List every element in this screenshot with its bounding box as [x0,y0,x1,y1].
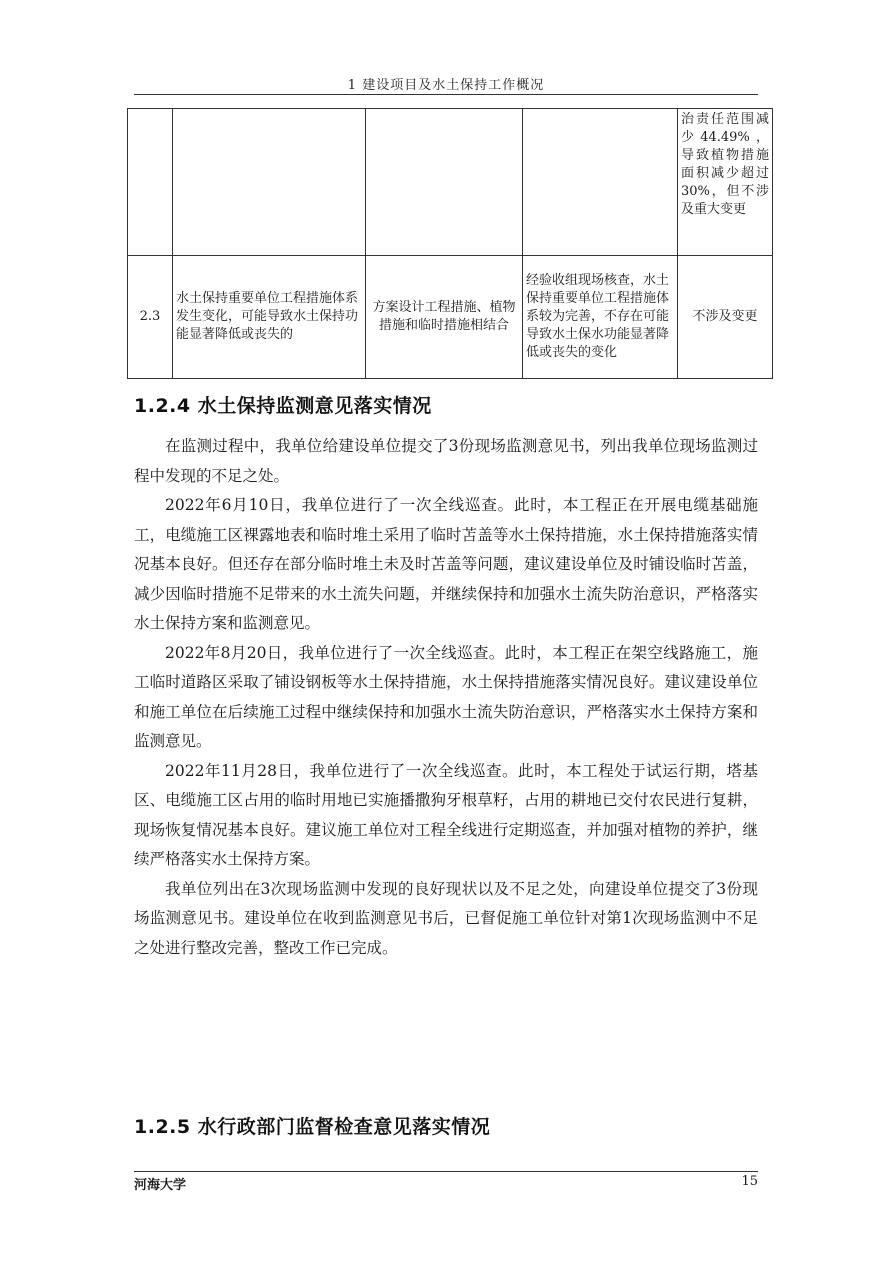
table-cell [523,109,678,256]
table-row [128,109,773,256]
table-cell-plan: 方案设计工程措施、植物措施和临时措施相结合 [366,256,523,379]
paragraph: 在监测过程中，我单位给建设单位提交了3份现场监测意见书，列出我单位现场监测过程中发现的不足之处。 [134,437,758,485]
table-cell-conclusion: 不涉及变更 [678,256,773,379]
table-cell-actual: 经验收组现场核查，水土保持重要单位工程措施体系较为完善，不存在可能导致水土保水功能显著降低或丧失的变化 [523,256,678,379]
running-header: 1 建设项目及水土保持工作概况 [347,78,545,93]
paragraph: 2022年8月20日，我单位进行了一次全线巡查。此时，本工程正在架空线路施工，施工临时道路区采取了铺设钢板等水土保持措施，水土保持措施落实情况良好。建议建设单位和施工单位在后续施工过程中继续保持和加强水土流失防治意识，严格落实水土保持方案和监测意见。 [134,643,758,750]
table-row [128,256,773,379]
footer-divider [134,1171,758,1172]
paragraph: 2022年6月10日，我单位进行了一次全线巡查。此时，本工程正在开展电缆基础施工，电缆施工区裸露地表和临时堆土采用了临时苫盖等水土保持措施，水土保持措施落实情况基本良好。但还存在部分临时堆土未及时苫盖等问题，建议建设单位及时铺设临时苫盖，减少因临时措施不足带来的水土流失问题，并继续保持和加强水土流失防治意识，严格落实水土保持方案和监测意见。 [134,496,758,632]
page-number: 15 [741,1174,758,1189]
section-body [134,432,758,963]
table-cell [128,109,173,256]
table-cell [173,109,366,256]
paragraph: 我单位列出在3次现场监测中发现的良好现状以及不足之处，向建设单位提交了3份现场监测意见书。建设单位在收到监测意见书后，已督促施工单位针对第1次现场监测中不足之处进行整改完善，整改工作已完成。 [134,879,758,957]
paragraph: 2022年11月28日，我单位进行了一次全线巡查。此时，本工程处于试运行期，塔基区、电缆施工区占用的临时用地已实施播撒狗牙根草籽，占用的耕地已交付农民进行复耕，现场恢复情况基本良好。建议施工单位对工程全线进行定期巡查，并加强对植物的养护，继续严格落实水土保持方案。 [134,761,758,868]
change-assessment-table [127,108,773,379]
table-cell-conclusion: 治责任范围减少44.49%，导致植物措施面积减少超过30%，但不涉及重大变更 [678,109,773,256]
table-cell [366,109,523,256]
table-cell-item: 水土保持重要单位工程措施体系发生变化，可能导致水土保持功能显著降低或丧失的 [173,256,366,379]
footer-institution: 河海大学 [134,1178,187,1193]
section-heading-1-2-4: 1.2.4 水土保持监测意见落实情况 [134,395,432,417]
table-cell-index: 2.3 [128,256,173,379]
header-divider [134,94,758,95]
section-heading-1-2-5: 1.2.5 水行政部门监督检查意见落实情况 [134,1116,491,1138]
